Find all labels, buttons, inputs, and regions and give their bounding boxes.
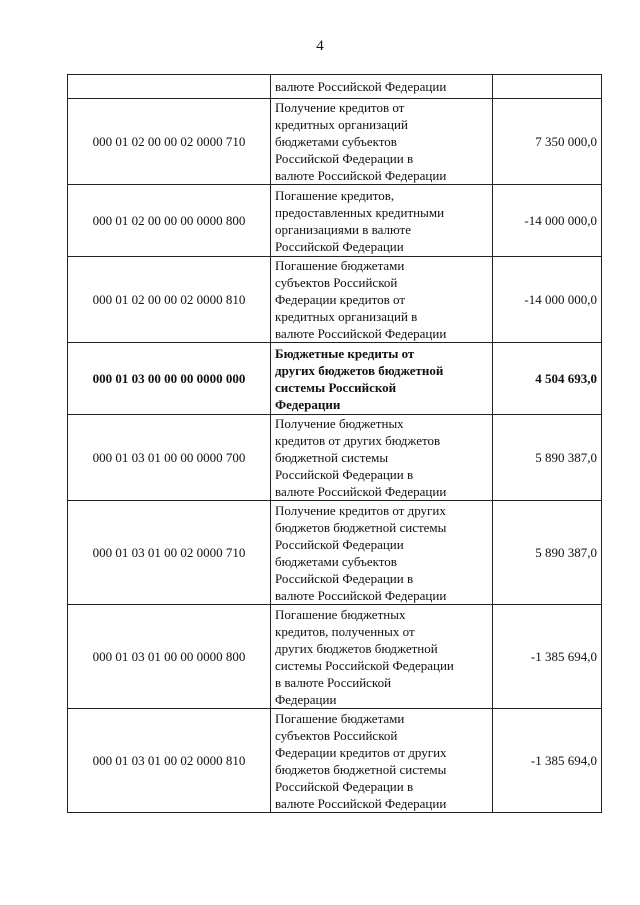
item-name-cell xyxy=(271,343,493,415)
item-name-line: бюджетной системы xyxy=(275,450,389,465)
item-name-line: в валюте Российской xyxy=(275,674,392,690)
item-name-cell xyxy=(271,415,493,501)
budget-code-cell: 000 01 02 00 00 02 0000 810 xyxy=(68,257,271,343)
item-name-line: субъектов Российской xyxy=(275,275,398,290)
item-name-line: Федерации кредитов от xyxy=(275,292,406,307)
item-name-line: кредитов от других бюджетов xyxy=(275,433,441,448)
item-name-line: Федерации xyxy=(275,691,337,707)
item-name-cell xyxy=(271,99,493,185)
item-name-line: Получение кредитов от других xyxy=(275,502,446,518)
item-name-line: валюте Российской Федерации xyxy=(275,795,447,811)
item-name-line: Погашение бюджетами xyxy=(275,710,405,726)
item-name-line: Погашение бюджетами xyxy=(275,258,405,273)
item-name-line: валюте Российской Федерации xyxy=(275,168,447,183)
item-name-line: кредитов, полученных от xyxy=(275,623,415,639)
budget-code-cell: 000 01 03 00 00 00 0000 000 xyxy=(68,343,271,415)
item-name-line: валюте Российской Федерации xyxy=(275,79,447,94)
item-name-line: организациями в валюте xyxy=(275,221,411,237)
item-name-line: других бюджетов бюджетной xyxy=(275,640,438,656)
item-name-line: Получение кредитов от xyxy=(275,100,405,115)
item-name-line: кредитных организаций в xyxy=(275,309,418,324)
table-row xyxy=(68,709,602,813)
item-name-line: Российской Федерации в xyxy=(275,570,414,586)
item-name-cell xyxy=(271,75,493,99)
table-row xyxy=(68,501,602,605)
item-name-cell xyxy=(271,605,493,709)
item-name-line: предоставленных кредитными xyxy=(275,204,445,220)
amount-cell: -1 385 694,0 xyxy=(493,605,602,709)
table-row xyxy=(68,75,602,99)
budget-code-cell: 000 01 02 00 00 00 0000 800 xyxy=(68,185,271,257)
amount-cell: -14 000 000,0 xyxy=(493,185,602,257)
item-name-line: Российской Федерации в xyxy=(275,151,414,166)
item-name-cell xyxy=(271,709,493,813)
table-row xyxy=(68,415,602,501)
amount-cell: 4 504 693,0 xyxy=(493,343,602,415)
budget-code-cell: 000 01 03 01 00 02 0000 810 xyxy=(68,709,271,813)
table-row xyxy=(68,99,602,185)
item-name-line: Федерации кредитов от других xyxy=(275,744,447,760)
item-name-line: Российской Федерации в xyxy=(275,467,414,482)
item-name-cell xyxy=(271,257,493,343)
item-name-cell xyxy=(271,185,493,257)
item-name-line: валюте Российской Федерации xyxy=(275,484,447,499)
budget-code-cell: 000 01 02 00 00 02 0000 710 xyxy=(68,99,271,185)
table-row xyxy=(68,185,602,257)
item-name-line: системы Российской xyxy=(275,379,397,395)
amount-cell: -1 385 694,0 xyxy=(493,709,602,813)
item-name-line: Российской Федерации xyxy=(275,238,404,254)
amount-cell: 7 350 000,0 xyxy=(493,99,602,185)
item-name-line: бюджетами субъектов xyxy=(275,553,397,569)
item-name-line: субъектов Российской xyxy=(275,727,398,743)
item-name-line: Погашение кредитов, xyxy=(275,187,395,203)
item-name-line: бюджетов бюджетной системы xyxy=(275,519,447,535)
item-name-line: валюте Российской Федерации xyxy=(275,587,447,603)
amount-cell: -14 000 000,0 xyxy=(493,257,602,343)
item-name-line: Федерации xyxy=(275,396,341,412)
item-name-line: Российской Федерации xyxy=(275,536,404,552)
item-name-line: Бюджетные кредиты от xyxy=(275,345,415,361)
table-row xyxy=(68,343,602,415)
page-number: 4 xyxy=(316,38,324,54)
item-name-line: кредитных организаций xyxy=(275,117,408,132)
item-name-line: валюте Российской Федерации xyxy=(275,326,447,341)
table-row xyxy=(68,605,602,709)
budget-code-cell: 000 01 03 01 00 00 0000 700 xyxy=(68,415,271,501)
item-name-line: бюджетов бюджетной системы xyxy=(275,761,447,777)
item-name-line: Российской Федерации в xyxy=(275,778,414,794)
item-name-cell xyxy=(271,501,493,605)
budget-code-cell xyxy=(68,75,271,99)
item-name-line: Получение бюджетных xyxy=(275,416,404,431)
item-name-line: бюджетами субъектов xyxy=(275,134,397,149)
budget-code-cell: 000 01 03 01 00 02 0000 710 xyxy=(68,501,271,605)
amount-cell: 5 890 387,0 xyxy=(493,501,602,605)
table-row xyxy=(68,257,602,343)
item-name-line: системы Российской Федерации xyxy=(275,657,454,673)
amount-cell xyxy=(493,75,602,99)
budget-code-cell: 000 01 03 01 00 00 0000 800 xyxy=(68,605,271,709)
amount-cell: 5 890 387,0 xyxy=(493,415,602,501)
budget-sources-table xyxy=(67,74,602,813)
item-name-line: других бюджетов бюджетной xyxy=(275,362,444,378)
table-body xyxy=(68,75,602,813)
item-name-line: Погашение бюджетных xyxy=(275,606,406,622)
